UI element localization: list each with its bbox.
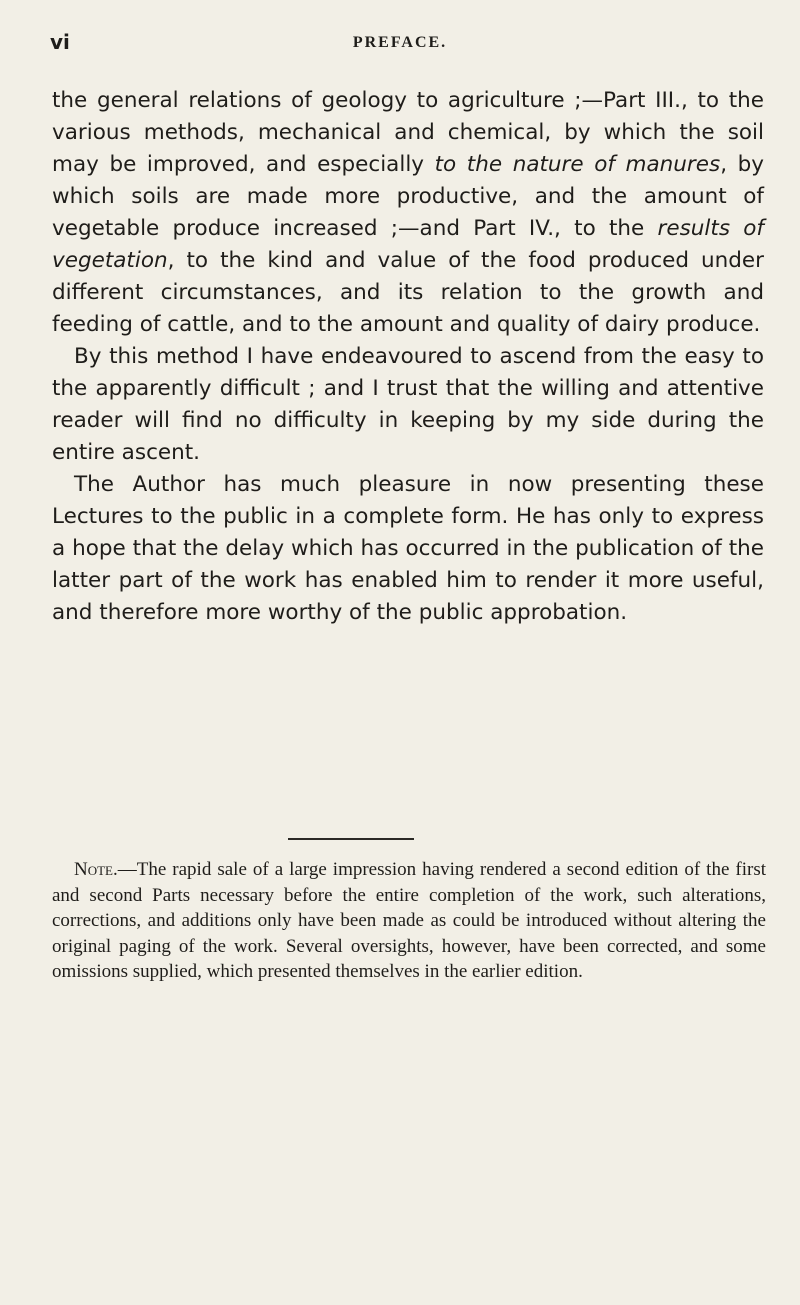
text-run: By this method I have endeavoured to ascend from the easy to the apparently difficult ; and I trust that the willing and attentive reader will find no difficulty in keeping by my side during the entire ascent. bbox=[52, 344, 764, 465]
section-divider bbox=[288, 838, 414, 840]
page-header bbox=[40, 30, 760, 62]
running-head: PREFACE. bbox=[352, 34, 448, 51]
text-run: , by which soils are made more productive, and the amount of vegetable produce increased ;—and Part IV., to the bbox=[52, 152, 764, 241]
page-number: vi bbox=[50, 30, 70, 54]
paragraph bbox=[52, 469, 764, 629]
footnote-label: Note. bbox=[74, 859, 118, 880]
footnote-text: —The rapid sale of a large impression having rendered a second edition of the first and second Parts necessary before the entire completion of the work, such alterations, corrections, and additions only have been made as could be introduced without altering the original paging of the work. Several oversights, however, have been corrected, and some omissions supplied, which presented themselves in the earlier edition. bbox=[52, 859, 766, 982]
footnote bbox=[52, 857, 766, 985]
paragraph bbox=[52, 341, 764, 469]
text-run: The Author has much pleasure in now presenting these Lectures to the public in a complete form. He has only to express a hope that the delay which has occurred in the publication of the latter part of the work has enabled him to render it more useful, and therefore more worthy of the public approbation. bbox=[52, 472, 764, 625]
paragraph bbox=[52, 85, 764, 341]
italic-phrase: to the nature of manures bbox=[434, 152, 721, 177]
text-run: the general relations of geology to agriculture ;—Part III., to the various methods, mechanical and chemical, by which the soil may be improved, and especially bbox=[52, 88, 764, 177]
italic-phrase: results of vegetation bbox=[52, 216, 764, 273]
text-run: , to the kind and value of the food produced under different circumstances, and its relation to the growth and feeding of cattle, and to the amount and quality of dairy produce. bbox=[52, 248, 764, 337]
body-text bbox=[52, 85, 764, 629]
